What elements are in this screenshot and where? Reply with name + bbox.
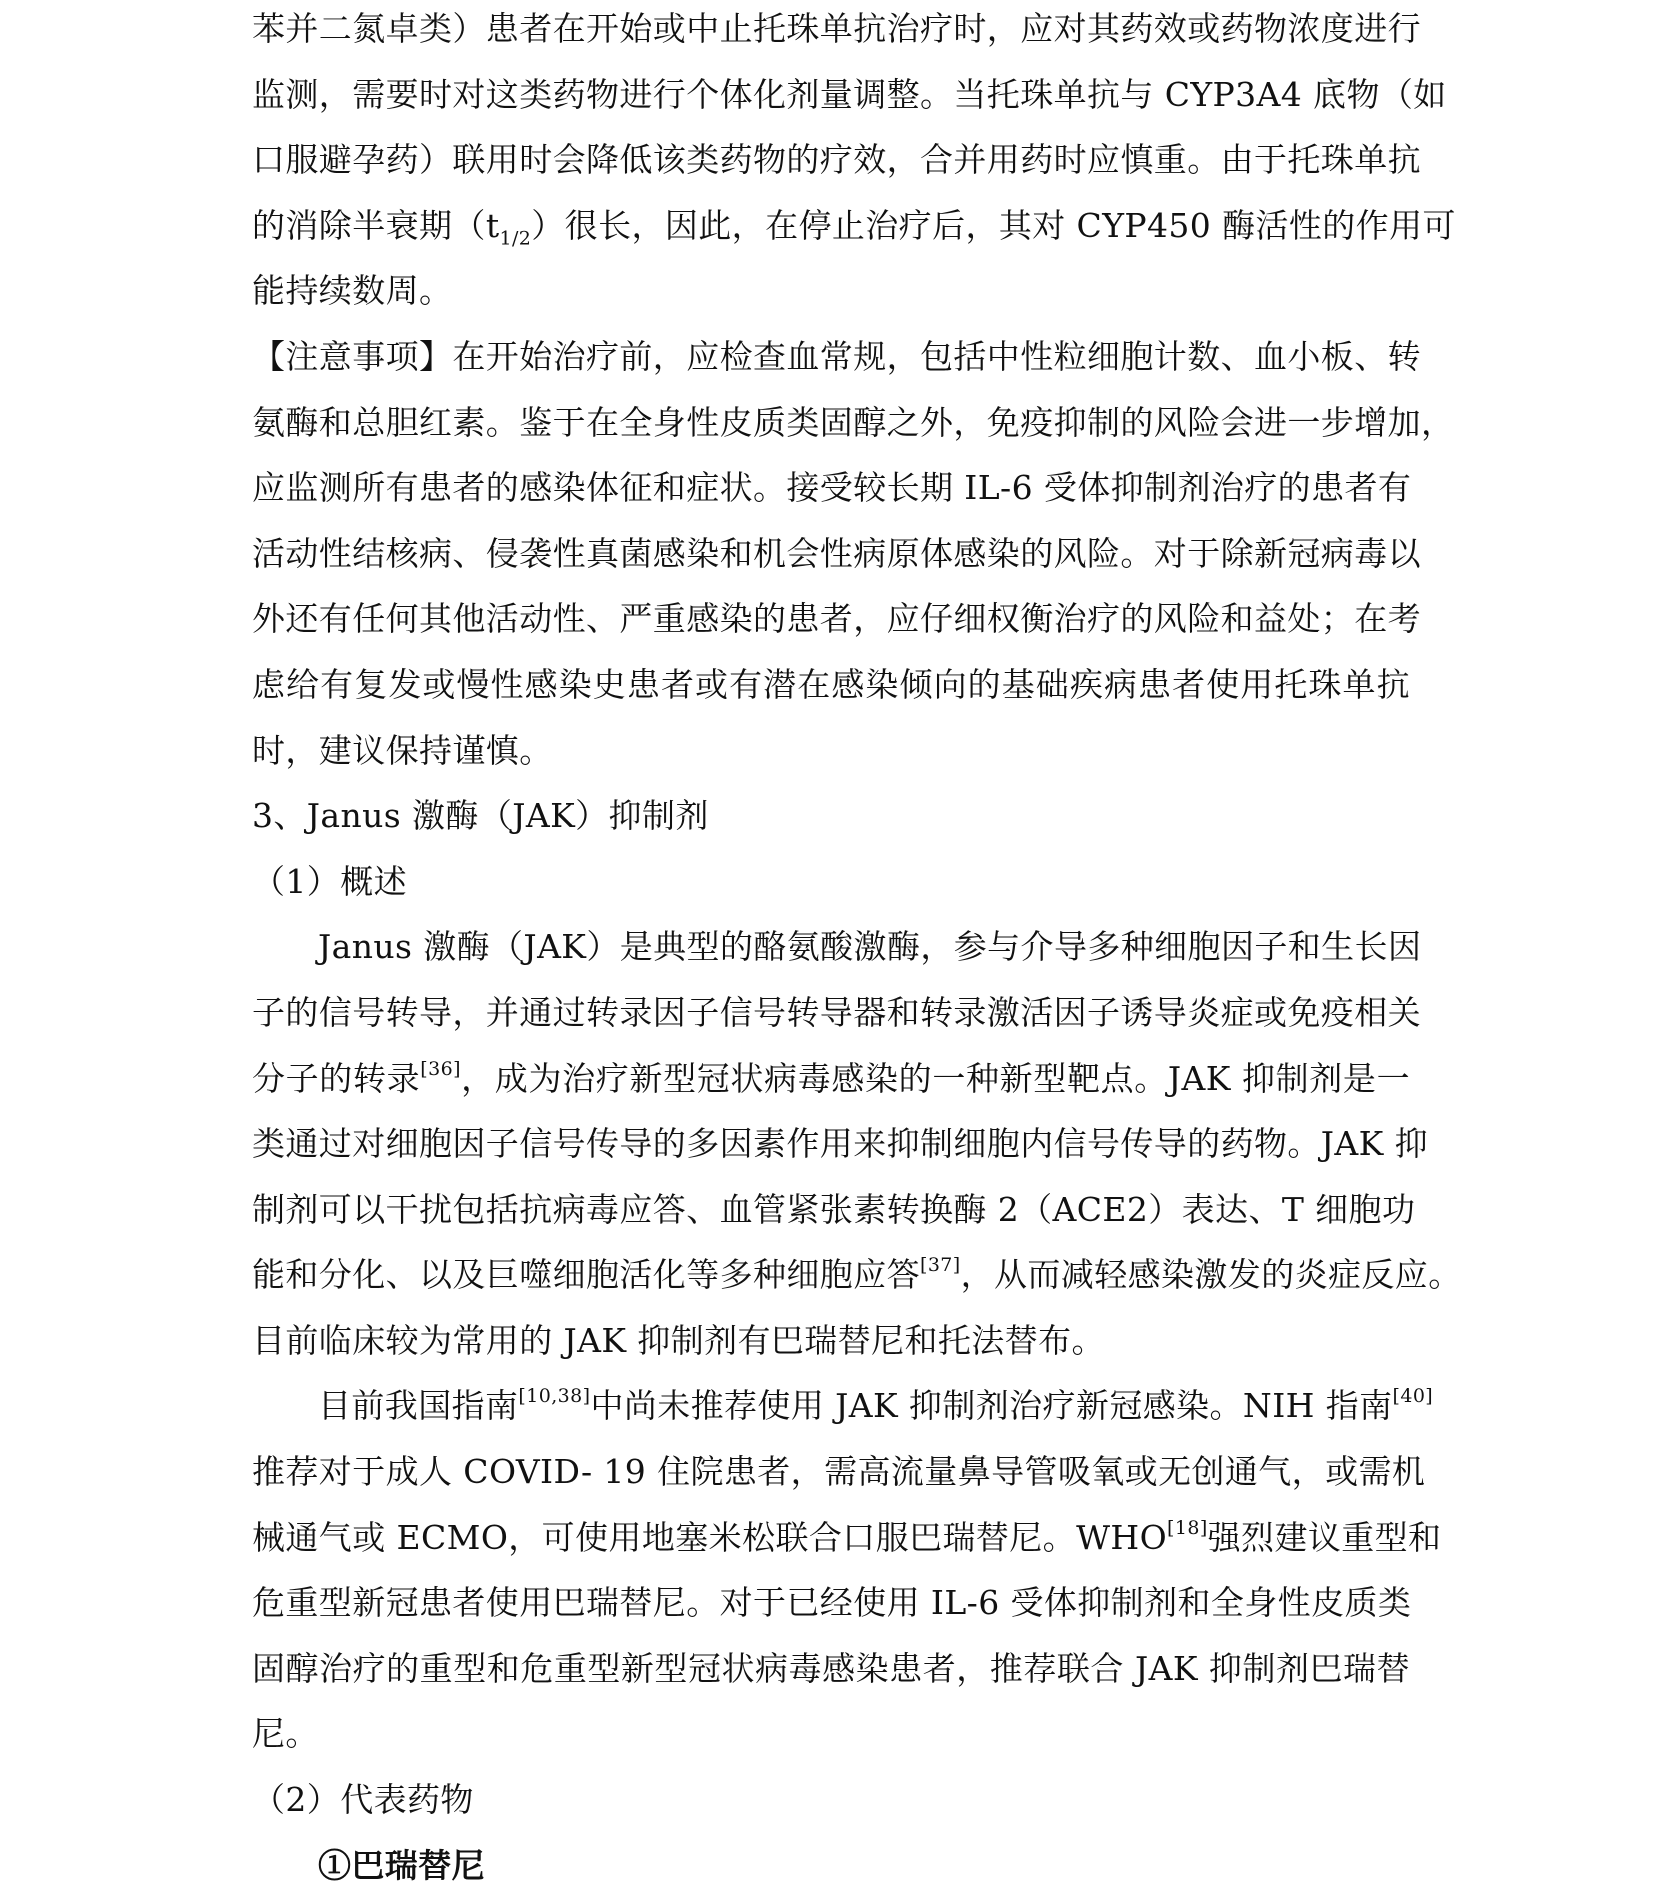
- text-line: 的消除半衰期$(t_{1/2})$很长，因此，在停止治疗后，其对 CYP450 酶活性的作用可: [252, 205, 1456, 250]
- paragraph-overview: [252, 914, 1462, 1373]
- citation: [40]: [1392, 1385, 1434, 1408]
- text-line: 固醇治疗的重型和危重型新型冠状病毒感染患者，推荐联合 JAK 抑制剂巴瑞替: [252, 1648, 1410, 1688]
- text-line: 械通气或 ECMO，可使用地塞米松联合口服巴瑞替尼。WHO[18]强烈建议重型和: [252, 1516, 1442, 1557]
- text-line: 虑给有复发或慢性感染史患者或有潜在感染倾向的基础疾病患者使用托珠单抗: [252, 664, 1410, 704]
- text-line: 制剂可以干扰包括抗病毒应答、血管紧张素转换酶 2（ACE2）表达、T 细胞功: [252, 1189, 1416, 1229]
- text-line: 活动性结核病、侵袭性真菌感染和机会性病原体感染的风险。对于除新冠病毒以: [252, 533, 1421, 573]
- text-line: 目前我国指南[10,38]中尚未推荐使用 JAK 抑制剂治疗新冠感染。NIH 指南[40]: [318, 1385, 1434, 1426]
- subheading-baricitinib: ①巴瑞替尼: [318, 1845, 485, 1885]
- text-line: 监测，需要时对这类药物进行个体化剂量调整。当托珠单抗与 CYP3A4 底物（如: [252, 74, 1447, 114]
- text-line: 能持续数周。: [252, 271, 453, 311]
- text-line: 目前临床较为常用的 JAK 抑制剂有巴瑞替尼和托法替布。: [252, 1320, 1105, 1360]
- text-line: 类通过对细胞因子信号传导的多因素作用来抑制细胞内信号传导的药物。JAK 抑: [252, 1124, 1429, 1164]
- section-heading-jak: 3、Janus 激酶（JAK）抑制剂: [252, 796, 709, 836]
- text-line: 能和分化、以及巨噬细胞活化等多种细胞应答[37]，从而减轻感染激发的炎症反应。: [252, 1254, 1462, 1295]
- text-line: 应监测所有患者的感染体征和症状。接受较长期 IL-6 受体抑制剂治疗的患者有: [252, 468, 1412, 508]
- text-line: 外还有任何其他活动性、严重感染的患者，应仔细权衡治疗的风险和益处；在考: [252, 599, 1421, 639]
- text-line: 推荐对于成人 COVID- 19 住院患者，需高流量鼻导管吸氧或无创通气，或需机: [252, 1452, 1426, 1492]
- citation: [36]: [420, 1057, 461, 1080]
- text-line: Janus 激酶（JAK）是典型的酪氨酸激酶，参与介导多种细胞因子和生长因: [318, 927, 1422, 967]
- subheading-overview: （1）概述: [252, 861, 407, 901]
- text-line: 氨酶和总胆红素。鉴于在全身性皮质类固醇之外，免疫抑制的风险会进一步增加，: [252, 402, 1455, 442]
- text-line: 【注意事项】在开始治疗前，应检查血常规，包括中性粒细胞计数、血小板、转: [252, 336, 1421, 376]
- paragraph-cyp-interaction: [252, 0, 1456, 324]
- text-line: 子的信号转导，并通过转录因子信号转导器和转录激活因子诱导炎症或免疫相关: [252, 992, 1421, 1032]
- text-line: 分子的转录[36]，成为治疗新型冠状病毒感染的一种新型靶点。JAK 抑制剂是一: [252, 1057, 1410, 1098]
- citation: [37]: [920, 1254, 961, 1277]
- half-life-symbol: $t_{1/2}$: [485, 205, 532, 250]
- citation: [10,38]: [518, 1385, 591, 1408]
- paragraph-guidelines: [252, 1373, 1442, 1767]
- paragraph-precautions: [252, 324, 1455, 783]
- citation: [18]: [1167, 1516, 1208, 1539]
- subheading-representative-drugs: （2）代表药物: [252, 1780, 474, 1820]
- text-line: 苯并二氮卓类）患者在开始或中止托珠单抗治疗时，应对其药效或药物浓度进行: [252, 9, 1421, 48]
- text-line: 尼。: [252, 1714, 319, 1754]
- text-line: 危重型新冠患者使用巴瑞替尼。对于已经使用 IL-6 受体抑制剂和全身性皮质类: [252, 1583, 1412, 1623]
- text-line: 时，建议保持谨慎。: [252, 730, 553, 770]
- text-line: 口服避孕药）联用时会降低该类药物的疗效，合并用药时应慎重。由于托珠单抗: [252, 140, 1421, 180]
- document-page: [252, 0, 1462, 1898]
